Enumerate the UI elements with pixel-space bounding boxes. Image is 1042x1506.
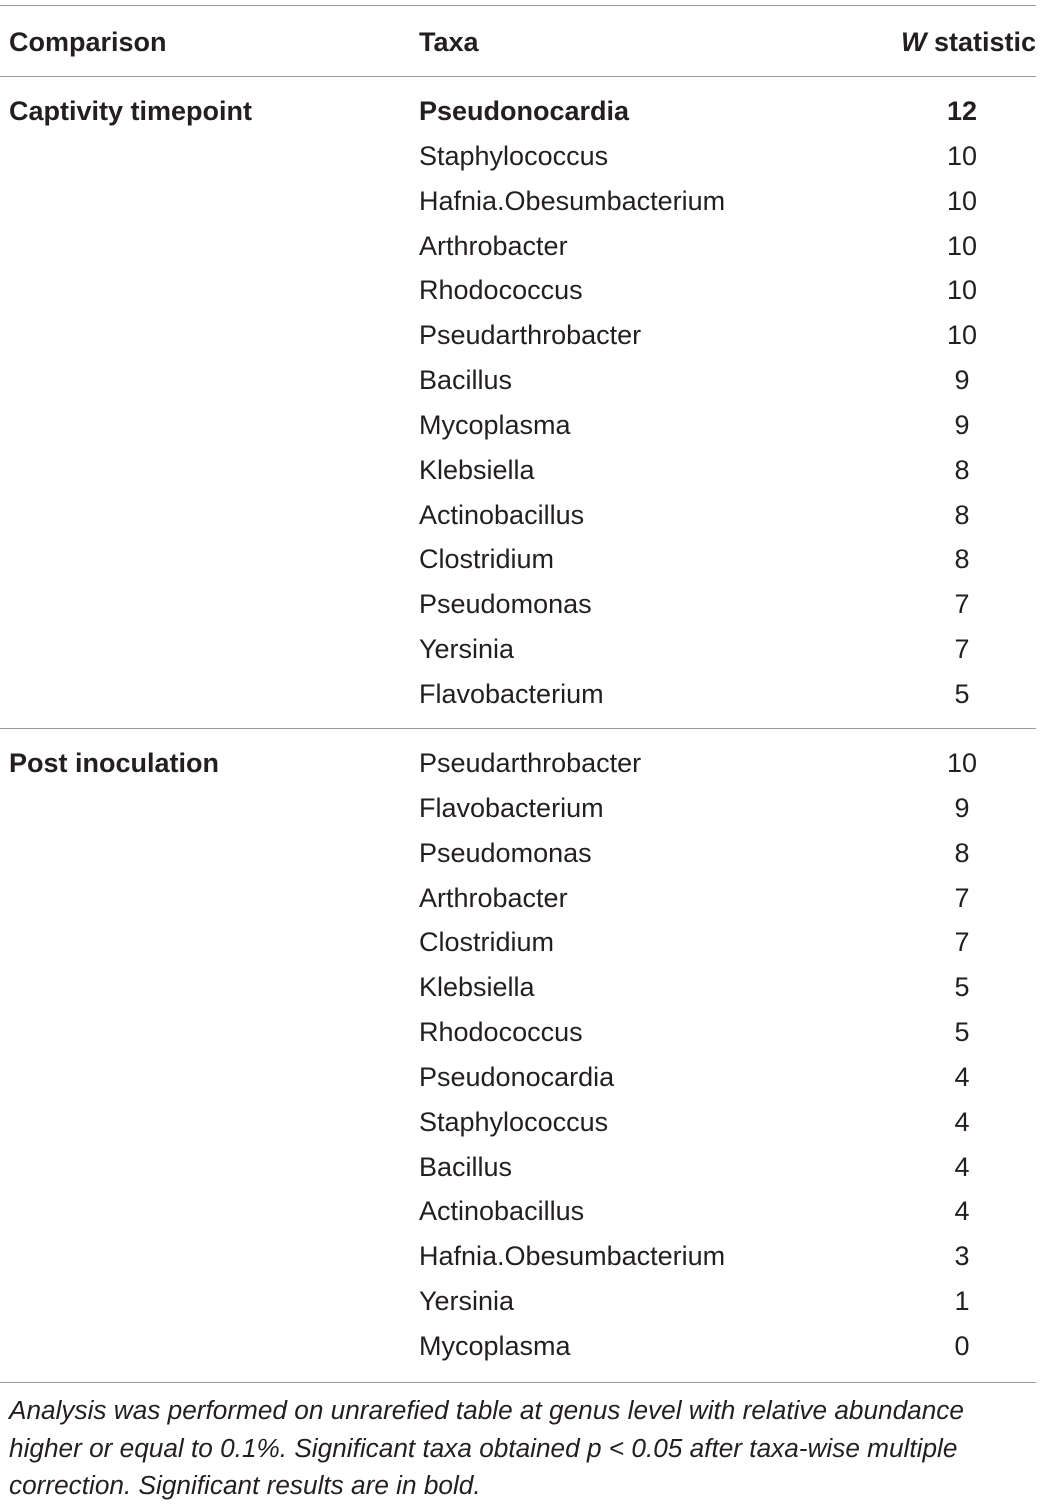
taxa-cell: Rhodococcus [419, 275, 583, 306]
group-rows-post-inoculation [0, 741, 1036, 1369]
taxa-cell: Pseudonocardia [419, 1061, 615, 1092]
table-row [0, 1055, 1036, 1100]
w-statistic-cell: 7 [954, 634, 970, 665]
group-separator-rule [0, 728, 1036, 729]
table-row [0, 89, 1036, 134]
group-label-post-inoculation: Post inoculation [9, 748, 220, 778]
w-statistic-cell: 10 [946, 140, 978, 171]
w-statistic-cell: 5 [954, 678, 970, 709]
taxa-cell: Pseudomonas [419, 589, 592, 620]
table-row [0, 1010, 1036, 1055]
w-statistic-cell: 8 [954, 544, 970, 575]
w-statistic-cell: 10 [946, 275, 978, 306]
w-statistic-cell: 4 [954, 1196, 970, 1227]
taxa-cell: Actinobacillus [419, 499, 585, 530]
table-row [0, 134, 1036, 179]
taxa-cell: Pseudonocardia [419, 96, 630, 126]
table-row [0, 965, 1036, 1010]
table-row [0, 672, 1036, 717]
table-row [0, 1145, 1036, 1190]
table-top-rule [0, 5, 1036, 6]
table-row [0, 537, 1036, 582]
table-row [0, 403, 1036, 448]
table-row [0, 582, 1036, 627]
taxa-cell: Mycoplasma [419, 1330, 571, 1361]
table-row [0, 1279, 1036, 1324]
w-statistic-cell: 12 [946, 96, 978, 126]
w-statistic-cell: 5 [954, 1017, 970, 1048]
column-header-w-statistic [901, 22, 1036, 62]
taxa-cell: Bacillus [419, 1151, 513, 1182]
column-header-comparison: Comparison [9, 27, 167, 57]
taxa-cell: Pseudomonas [419, 837, 592, 868]
taxa-cell: Arthrobacter [419, 230, 568, 261]
w-statistic-cell: 10 [946, 748, 978, 778]
table-row [0, 268, 1036, 313]
table-row [0, 741, 1036, 786]
w-statistic-cell: 9 [954, 365, 970, 396]
w-statistic-cell: 10 [946, 230, 978, 261]
taxa-cell: Pseudarthrobacter [419, 748, 642, 778]
taxa-cell: Actinobacillus [419, 1196, 585, 1227]
w-statistic-cell: 4 [954, 1106, 970, 1137]
w-statistic-cell: 8 [954, 454, 970, 485]
table-row [0, 493, 1036, 538]
w-statistic-cell: 10 [946, 185, 978, 216]
table-row [0, 179, 1036, 224]
w-statistic-cell: 4 [954, 1061, 970, 1092]
group-rows-captivity [0, 89, 1036, 717]
w-statistic-cell: 9 [954, 792, 970, 823]
w-statistic-cell: 8 [954, 499, 970, 530]
table-row [0, 831, 1036, 876]
table-row [0, 358, 1036, 403]
column-header-taxa: Taxa [419, 27, 479, 57]
taxa-cell: Hafnia.Obesumbacterium [419, 185, 726, 216]
w-statistic-cell: 9 [954, 409, 970, 440]
taxa-cell: Clostridium [419, 927, 555, 958]
taxa-cell: Clostridium [419, 544, 555, 575]
taxa-cell: Flavobacterium [419, 678, 604, 709]
table-bottom-rule [0, 1382, 1036, 1383]
table-row [0, 786, 1036, 831]
w-statistic-label: statistic [926, 27, 1036, 57]
w-statistic-cell: 4 [954, 1151, 970, 1182]
table-row [0, 1100, 1036, 1145]
table-row [0, 920, 1036, 965]
taxa-cell: Rhodococcus [419, 1017, 583, 1048]
table-header-row [0, 22, 1036, 62]
w-statistic-cell: 7 [954, 927, 970, 958]
w-statistic-cell: 1 [954, 1286, 970, 1317]
w-statistic-cell: 7 [954, 589, 970, 620]
table-row [0, 1234, 1036, 1279]
taxa-cell: Arthrobacter [419, 882, 568, 913]
w-statistic-cell: 3 [954, 1241, 970, 1272]
table-row [0, 313, 1036, 358]
taxa-cell: Pseudarthrobacter [419, 320, 642, 351]
taxa-cell: Yersinia [419, 634, 515, 665]
table-row [0, 627, 1036, 672]
w-symbol: W [900, 27, 927, 57]
taxa-cell: Mycoplasma [419, 409, 571, 440]
taxa-cell: Staphylococcus [419, 1106, 609, 1137]
w-statistic-cell: 10 [946, 320, 978, 351]
header-rule [0, 76, 1036, 77]
w-statistic-cell: 5 [954, 972, 970, 1003]
table-row [0, 1189, 1036, 1234]
table-footnote: Analysis was performed on unrarefied table at genus level with relative abundance higher or equal to 0.1%. Significant taxa obtained p < 0.05 after taxa-wise multiple correction. Significant results are in bold. [9, 1395, 964, 1500]
taxa-cell: Hafnia.Obesumbacterium [419, 1241, 726, 1272]
w-statistic-cell: 8 [954, 837, 970, 868]
table-row [0, 224, 1036, 269]
table-row [0, 448, 1036, 493]
taxa-cell: Klebsiella [419, 972, 535, 1003]
taxa-cell: Flavobacterium [419, 792, 604, 823]
table-row [0, 1324, 1036, 1369]
w-statistic-cell: 0 [954, 1330, 970, 1361]
taxa-cell: Bacillus [419, 365, 513, 396]
taxa-cell: Yersinia [419, 1286, 515, 1317]
table-row [0, 876, 1036, 921]
taxa-cell: Klebsiella [419, 454, 535, 485]
taxa-cell: Staphylococcus [419, 140, 609, 171]
w-statistic-cell: 7 [954, 882, 970, 913]
group-label-captivity: Captivity timepoint [9, 96, 253, 126]
